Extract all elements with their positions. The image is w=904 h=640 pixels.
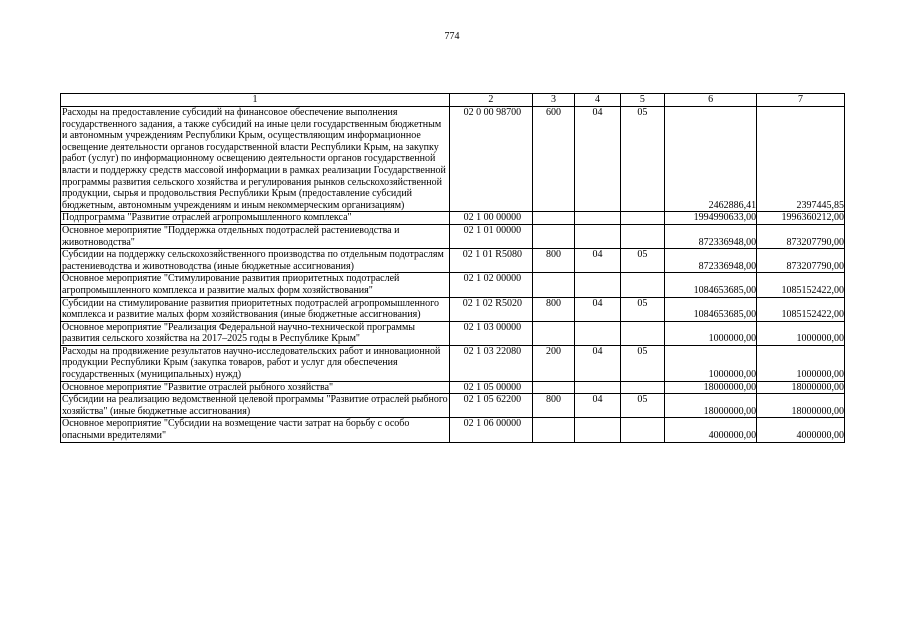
row-section-cell: 04: [575, 297, 620, 321]
row-subsection-cell: [620, 224, 664, 248]
table-row: [61, 321, 845, 345]
column-header-2: 2: [449, 94, 532, 107]
column-header-1: 1: [61, 94, 450, 107]
row-code-cell: 02 1 00 00000: [449, 212, 532, 225]
row-section-cell: [575, 381, 620, 394]
row-amount-col7-cell: 1000000,00: [757, 345, 845, 381]
row-subsection-cell: [620, 273, 664, 297]
row-section-cell: [575, 273, 620, 297]
row-amount-col7-cell: 18000000,00: [757, 381, 845, 394]
row-description-cell: Основное мероприятие "Поддержка отдельных подотраслей растениеводства и животноводства": [61, 224, 450, 248]
row-expense-type-cell: [532, 273, 574, 297]
row-subsection-cell: 05: [620, 345, 664, 381]
row-expense-type-cell: [532, 224, 574, 248]
row-code-cell: 02 1 05 00000: [449, 381, 532, 394]
table-row: [61, 381, 845, 394]
row-amount-col7-cell: 1085152422,00: [757, 273, 845, 297]
row-code-cell: 02 1 01 R5080: [449, 249, 532, 273]
row-description-cell: Основное мероприятие "Субсидии на возмещение части затрат на борьбу с особо опасными вредителями": [61, 418, 450, 442]
row-section-cell: 04: [575, 249, 620, 273]
row-subsection-cell: [620, 381, 664, 394]
row-code-cell: 02 1 06 00000: [449, 418, 532, 442]
row-section-cell: 04: [575, 394, 620, 418]
row-section-cell: [575, 224, 620, 248]
row-code-cell: 02 1 02 00000: [449, 273, 532, 297]
row-code-cell: 02 1 01 00000: [449, 224, 532, 248]
table-row: [61, 212, 845, 225]
row-amount-col7-cell: 1085152422,00: [757, 297, 845, 321]
row-amount-col7-cell: 1996360212,00: [757, 212, 845, 225]
table-row: [61, 297, 845, 321]
row-expense-type-cell: 600: [532, 107, 574, 212]
row-subsection-cell: 05: [620, 249, 664, 273]
row-section-cell: [575, 321, 620, 345]
row-amount-col6-cell: 2462886,41: [665, 107, 757, 212]
row-amount-col6-cell: 1994990633,00: [665, 212, 757, 225]
budget-table: [60, 93, 845, 443]
row-amount-col7-cell: 873207790,00: [757, 224, 845, 248]
row-section-cell: [575, 212, 620, 225]
row-description-cell: Подпрограмма "Развитие отраслей агропромышленного комплекса": [61, 212, 450, 225]
row-amount-col6-cell: 18000000,00: [665, 381, 757, 394]
row-subsection-cell: [620, 212, 664, 225]
row-expense-type-cell: 800: [532, 297, 574, 321]
row-amount-col6-cell: 1084653685,00: [665, 297, 757, 321]
row-subsection-cell: 05: [620, 297, 664, 321]
row-description-cell: Расходы на предоставление субсидий на финансовое обеспечение выполнения государственного задания, а также субсидий на иные цели государственным бюджетным и автономным учреждениям Республики Крым, осуществляющим информационное освещение деятельности органов государственной власти Республики Крым, на закупку работ (услуг) по информационному освещению деятельности органов государственной власти и поддержку средств массовой информации в рамках реализации Государственной программы развития сельского хозяйства и регулирования рынков сельскохозяйственной продукции, сырья и продовольствия Республики Крым (предоставление субсидий бюджетным, автономным учреждениям и иным некоммерческим организациям): [61, 107, 450, 212]
row-expense-type-cell: 800: [532, 394, 574, 418]
row-amount-col7-cell: 18000000,00: [757, 394, 845, 418]
row-amount-col6-cell: 872336948,00: [665, 249, 757, 273]
row-description-cell: Основное мероприятие "Реализация Федеральной научно-технической программы развития сельского хозяйства на 2017–2025 годы в Республике Крым": [61, 321, 450, 345]
column-header-3: 3: [532, 94, 574, 107]
row-code-cell: 02 1 02 R5020: [449, 297, 532, 321]
row-description-cell: Расходы на продвижение результатов научно-исследовательских работ и инновационной продукции Республики Крым (закупка товаров, работ и услуг для обеспечения государственных (муниципальных) нужд): [61, 345, 450, 381]
row-amount-col6-cell: 4000000,00: [665, 418, 757, 442]
table-row: [61, 345, 845, 381]
row-subsection-cell: 05: [620, 107, 664, 212]
row-expense-type-cell: [532, 418, 574, 442]
page-number: 774: [444, 31, 460, 42]
table-row: [61, 107, 845, 212]
column-header-4: 4: [575, 94, 620, 107]
table-row: [61, 249, 845, 273]
row-amount-col6-cell: 1000000,00: [665, 321, 757, 345]
row-description-cell: Основное мероприятие "Стимулирование развития приоритетных подотраслей агропромышленного комплекса и развитие малых форм хозяйствования": [61, 273, 450, 297]
row-expense-type-cell: [532, 321, 574, 345]
row-code-cell: 02 1 03 22080: [449, 345, 532, 381]
row-amount-col7-cell: 4000000,00: [757, 418, 845, 442]
row-code-cell: 02 0 00 98700: [449, 107, 532, 212]
row-section-cell: 04: [575, 345, 620, 381]
row-description-cell: Основное мероприятие "Развитие отраслей рыбного хозяйства": [61, 381, 450, 394]
column-header-5: 5: [620, 94, 664, 107]
row-amount-col7-cell: 1000000,00: [757, 321, 845, 345]
row-expense-type-cell: [532, 212, 574, 225]
row-amount-col6-cell: 872336948,00: [665, 224, 757, 248]
row-amount-col7-cell: 2397445,85: [757, 107, 845, 212]
row-subsection-cell: [620, 418, 664, 442]
column-header-7: 7: [757, 94, 845, 107]
row-section-cell: [575, 418, 620, 442]
table-row: [61, 224, 845, 248]
row-code-cell: 02 1 03 00000: [449, 321, 532, 345]
row-amount-col6-cell: 1084653685,00: [665, 273, 757, 297]
row-expense-type-cell: 800: [532, 249, 574, 273]
table-row: [61, 418, 845, 442]
row-amount-col6-cell: 18000000,00: [665, 394, 757, 418]
table-row: [61, 273, 845, 297]
column-header-6: 6: [665, 94, 757, 107]
row-expense-type-cell: 200: [532, 345, 574, 381]
row-amount-col6-cell: 1000000,00: [665, 345, 757, 381]
row-subsection-cell: [620, 321, 664, 345]
row-subsection-cell: 05: [620, 394, 664, 418]
row-description-cell: Субсидии на поддержку сельскохозяйственного производства по отдельным подотраслям растениеводства и животноводства (иные бюджетные ассигнования): [61, 249, 450, 273]
row-description-cell: Субсидии на реализацию ведомственной целевой программы "Развитие отраслей рыбного хозяйства" (иные бюджетные ассигнования): [62, 394, 448, 417]
table-row: [61, 394, 845, 418]
row-expense-type-cell: [532, 381, 574, 394]
row-code-cell: 02 1 05 62200: [449, 394, 532, 418]
table-header-row: [61, 94, 845, 107]
row-description-cell: Субсидии на стимулирование развития приоритетных подотраслей агропромышленного комплекса и развитие малых форм хозяйствования (иные бюджетные ассигнования): [61, 297, 450, 321]
row-section-cell: 04: [575, 107, 620, 212]
row-amount-col7-cell: 873207790,00: [757, 249, 845, 273]
